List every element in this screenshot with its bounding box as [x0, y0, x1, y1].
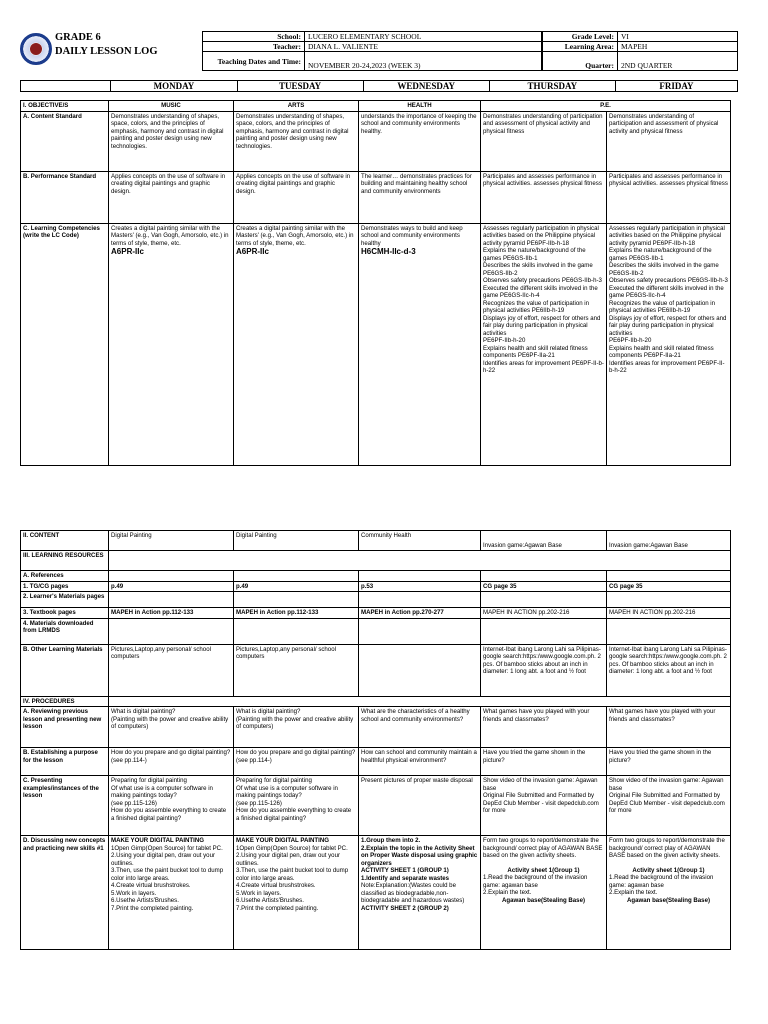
competency-pe-friday: Assesses regularly participation in physical activities based on the Philippine physical activity pyramid PE6PF-IIb-h-18 Explains the nature/background of the games PE6GS-IIb-1 Describes the skills involved in the game PE6GS-IIb-2 Observes safety precautions PE6GS-IIb-h-3 Executed the different skills involved in the game PE6GS-IIc-h-4 Recognizes the value of participation in physical activities PE6IIb-h-19 Displays joy of effort, respect for others and fair play during participation in physical activities PE6PF-IIb-h-20 Explains health and skill related fitness components PE6PF-IIa-21 Identifies areas for improvement PE6PF-II-b-h-22 [607, 223, 731, 465]
content-procedures-table [20, 530, 731, 950]
performance-standard-cell: Participates and assesses performance in physical activities. assesses physical fitness [607, 171, 731, 223]
header-info-left [202, 31, 542, 71]
performance-standard-label: B. Performance Standard [21, 171, 109, 223]
activity-intro: Form two groups to report/demonstrate the background/ correct play of AGAWAN BASE based on the given activity sheets. [609, 837, 725, 859]
lc-code: H6CMH-IIc-d-3 [361, 247, 416, 256]
other-materials-cell [359, 644, 481, 696]
competency-pe-thursday: Assesses regularly participation in physical activities based on the Philippine physical activity pyramid PE6PF-IIb-h-18 Explains the nature/background of the games PE6GS-IIb-1 Describes the skills involved in the game PE6GS-IIb-2 Observes safety precautions PE6GS-IIb-h-3 Executed the different skills involved in the game PE6GS-IIc-h-4 Recognizes the value of participation in physical activities PE6IIb-h-19 Displays joy of effort, respect for others and fair play during participation in physical activities PE6PF-IIb-h-20 Explains health and skill related fitness components PE6PF-IIa-21 Identifies areas for improvement PE6PF-II-b-h-22 [481, 223, 607, 465]
grade-value: VI [618, 32, 738, 42]
area-value: MAPEH [618, 42, 738, 52]
day-spacer [21, 81, 110, 91]
quarter-label: Quarter: [543, 52, 618, 71]
content-standard-cell: understands the importance of keeping the school and community environments healthy. [359, 111, 481, 171]
textbook-cell: MAPEH IN ACTION pp.202-216 [481, 608, 607, 619]
content-cell: Invasion game:Agawan Base [481, 531, 607, 551]
dates-label: Teaching Dates and Time: [203, 52, 305, 71]
activity-sheet-title: Activity sheet 1(Group 1) [632, 866, 705, 874]
review-cell: What is digital painting? (Painting with the power and creative ability of computers) [234, 707, 359, 748]
procedures-section-title: IV. PROCEDURES [21, 696, 109, 707]
day-friday: FRIDAY [615, 81, 737, 91]
lm-label: 2. Learner's Materials pages [21, 592, 109, 608]
tg-cell: CG page 35 [607, 581, 731, 592]
tg-cell: CG page 35 [481, 581, 607, 592]
content-section-title: II. CONTENT [21, 531, 109, 551]
textbook-cell: MAPEH in Action pp.112-133 [109, 608, 234, 619]
school-value: LUCERO ELEMENTARY SCHOOL [305, 32, 542, 42]
other-materials-cell: Internet-Ibat ibang Larong Lahi sa Pilipinas-google search:https:/www.google.com.ph. 2 pcs. Of bamboo sticks about an inch in diameter: 1 long abt. a foot and ½ foot [607, 644, 731, 696]
examples-cell: Preparing for digital painting Of what use is a computer software in making paintings today? (see pp.115-126) How do you assemble everything to create a finished digital painting? [109, 776, 234, 836]
deped-seal-icon [20, 33, 52, 65]
content-standard-cell: Demonstrates understanding of participation and assessment of physical activity and physical fitness [607, 111, 731, 171]
review-cell: What games have you played with your friends and classmates? [607, 707, 731, 748]
competency-music [109, 223, 234, 465]
activity-sheet-2: ACTIVITY SHEET 2 (GROUP 2) [361, 904, 449, 912]
activity-steps: 1.Read the background of the invasion game: agawan base 2.Explain the text. [483, 874, 588, 896]
competencies-label: C. Learning Competencies (write the LC Code) [21, 223, 109, 465]
activity-note: Note:Explanation:(Wastes could be classified as biodegradable,non-biodegradable and hazardous wastes) [361, 882, 465, 904]
other-materials-cell: Pictures,Laptop,any personal/ school computers [109, 644, 234, 696]
activity-sheet-title: Activity sheet 1(Group 1) [507, 866, 580, 874]
day-wednesday: WEDNESDAY [363, 81, 489, 91]
review-cell: What games have you played with your friends and classmates? [481, 707, 607, 748]
tg-cell: p.49 [234, 581, 359, 592]
title-dll: DAILY LESSON LOG [55, 46, 158, 57]
content-cell: Invasion game:Agawan Base [607, 531, 731, 551]
document-title [55, 31, 158, 59]
content-cell: Digital Painting [234, 531, 359, 551]
examples-cell: Show video of the invasion game: Agawan base Original File Submitted and Formatted by DepEd Club Member - visit depedclub.com for more [607, 776, 731, 836]
discussing-music [109, 836, 234, 950]
review-cell: What is digital painting? (Painting with the power and creative ability of computers) [109, 707, 234, 748]
performance-standard-cell: Applies concepts on the use of software in creating digital paintings and graphic design. [234, 171, 359, 223]
textbook-cell: MAPEH IN ACTION pp.202-216 [607, 608, 731, 619]
discussing-health [359, 836, 481, 950]
examples-cell: Preparing for digital painting Of what use is a computer software in making paintings today? (see pp.115-126) How do you assemble everything to create a finished digital painting? [234, 776, 359, 836]
activity-steps: 1.Read the background of the invasion game: agawan base 2.Explain the text. [609, 874, 714, 896]
lrmds-label: 4. Materials downloaded from LRMDS [21, 618, 109, 644]
content-standard-cell: Demonstrates understanding of shapes, space, colors, and the principles of emphasis, harmony and contrast in digital painting and poster design using new technologies. [234, 111, 359, 171]
teacher-value: DIANA L. VALIENTE [305, 42, 542, 52]
subject-health: HEALTH [359, 101, 481, 112]
school-label: School: [203, 32, 305, 42]
day-tuesday: TUESDAY [237, 81, 363, 91]
header-info-right [542, 31, 738, 71]
discussing-arts [234, 836, 359, 950]
discussing-pe-friday [607, 836, 731, 950]
examples-cell: Present pictures of proper waste disposal [359, 776, 481, 836]
other-materials-cell: Internet-Ibat ibang Larong Lahi sa Pilipinas-google search:https:/www.google.com.ph. 2 pcs. Of bamboo sticks about an inch in diameter: 1 long abt. a foot and ½ foot [481, 644, 607, 696]
textbook-cell: MAPEH in Action pp.112-133 [234, 608, 359, 619]
competency-text: Creates a digital painting similar with the Masters' (e.g., Van Gogh, Amorsolo, etc.) in terms of style, theme, etc. [111, 224, 229, 247]
content-cell: Community Health [359, 531, 481, 551]
resources-empty [109, 551, 731, 571]
purpose-cell: How can school and community maintain a healthful physical environment? [359, 748, 481, 776]
area-label: Learning Area: [543, 42, 618, 52]
title-grade: GRADE 6 [55, 32, 101, 43]
purpose-label: B. Establishing a purpose for the lesson [21, 748, 109, 776]
other-materials-cell: Pictures,Laptop,any personal/ school computers [234, 644, 359, 696]
content-cell: Digital Painting [109, 531, 234, 551]
subject-arts: ARTS [234, 101, 359, 112]
competency-arts [234, 223, 359, 465]
tg-label: 1. TG/CG pages [21, 581, 109, 592]
day-header-row [20, 80, 738, 92]
activity-steps: 1Open Gimp(Open Source) for tablet PC. 2.Using your digital pen, draw out your outlines. 3.Then, use the paint bucket tool to dump color into large areas. 4.Create virtual brushstrokes. 5.Work in layers. 6.Usethe Artists'Brushes. 7.Print the completed painting. [236, 844, 349, 912]
tg-cell: p.49 [109, 581, 234, 592]
activity-intro: Form two groups to report/demonstrate the background/ correct play of AGAWAN BASE based on the given activity sheets. [483, 837, 603, 859]
content-standard-cell: Demonstrates understanding of participation and assessment of physical activity and physical fitness [481, 111, 607, 171]
game-title: Agawan base(Stealing Base) [627, 896, 710, 904]
review-label: A. Reviewing previous lesson and presenting new lesson [21, 707, 109, 748]
subject-music: MUSIC [109, 101, 234, 112]
discussing-pe-thursday [481, 836, 607, 950]
tg-cell: p.53 [359, 581, 481, 592]
objectives-section-title: I. OBJECTIVE/S [21, 101, 109, 112]
purpose-cell: Have you tried the game shown in the picture? [481, 748, 607, 776]
subject-pe: P.E. [481, 101, 731, 112]
competency-health [359, 223, 481, 465]
competency-text: Demonstrates ways to build and keep school and community environments healthy [361, 224, 463, 247]
textbook-label: 3. Textbook pages [21, 608, 109, 619]
discussing-label: D. Discussing new concepts and practicing new skills #1 [21, 836, 109, 950]
resources-section-title: III. LEARNING RESOURCES [21, 551, 109, 571]
grade-label: Grade Level: [543, 32, 618, 42]
examples-cell: Show video of the invasion game: Agawan base Original File Submitted and Formatted by DepEd Club Member - visit depedclub.com for more [481, 776, 607, 836]
purpose-cell: How do you prepare and go digital painting? (see pp.114-) [109, 748, 234, 776]
purpose-cell: Have you tried the game shown in the picture? [607, 748, 731, 776]
performance-standard-cell: Participates and assesses performance in physical activities. assesses physical fitness [481, 171, 607, 223]
purpose-cell: How do you prepare and go digital painting? (see pp.114-) [234, 748, 359, 776]
dates-value: NOVEMBER 20-24,2023 (WEEK 3) [305, 52, 542, 71]
competency-text: Creates a digital painting similar with the Masters' (e.g., Van Gogh, Amorsolo, etc.) in terms of style, theme, etc. [236, 224, 354, 247]
examples-label: C. Presenting examples/instances of the lesson [21, 776, 109, 836]
day-monday: MONDAY [110, 81, 236, 91]
activity-steps: 1Open Gimp(Open Source) for tablet PC. 2.Using your digital pen, draw out your outlines. 3.Then, use the paint bucket tool to dump color into large areas. 4.Create virtual brushstrokes. 5.Work in layers. 6.Usethe Artists'Brushes. 7.Print the completed painting. [111, 844, 224, 912]
performance-standard-cell: The learner… demonstrates practices for building and maintaining healthy school and community environments [359, 171, 481, 223]
lc-code: A6PR-IIc [111, 247, 144, 256]
game-title: Agawan base(Stealing Base) [502, 896, 585, 904]
teacher-label: Teacher: [203, 42, 305, 52]
content-standard-cell: Demonstrates understanding of shapes, space, colors, and the principles of emphasis, harmony and contrast in digital painting and poster design using new technologies. [109, 111, 234, 171]
content-standard-label: A. Content Standard [21, 111, 109, 171]
other-materials-label: B. Other Learning Materials [21, 644, 109, 696]
performance-standard-cell: Applies concepts on the use of software in creating digital paintings and graphic design. [109, 171, 234, 223]
references-label: A. References [21, 571, 109, 582]
objectives-table [20, 100, 731, 466]
activity-title: MAKE YOUR DIGITAL PAINTING [236, 837, 329, 844]
textbook-cell: MAPEH in Action pp.270-277 [359, 608, 481, 619]
day-thursday: THURSDAY [489, 81, 615, 91]
lc-code: A6PR-IIc [236, 247, 269, 256]
activity-title: MAKE YOUR DIGITAL PAINTING [111, 837, 204, 844]
review-cell: What are the characteristics of a healthy school and community environments? [359, 707, 481, 748]
activity-instructions: 1.Group them into 2. 2.Explain the topic in the Activity Sheet on Proper Waste disposal using graphic organizers ACTIVITY SHEET 1 (GROUP 1) 1.Identify and separate wastes [361, 837, 478, 882]
quarter-value: 2ND QUARTER [618, 52, 738, 71]
